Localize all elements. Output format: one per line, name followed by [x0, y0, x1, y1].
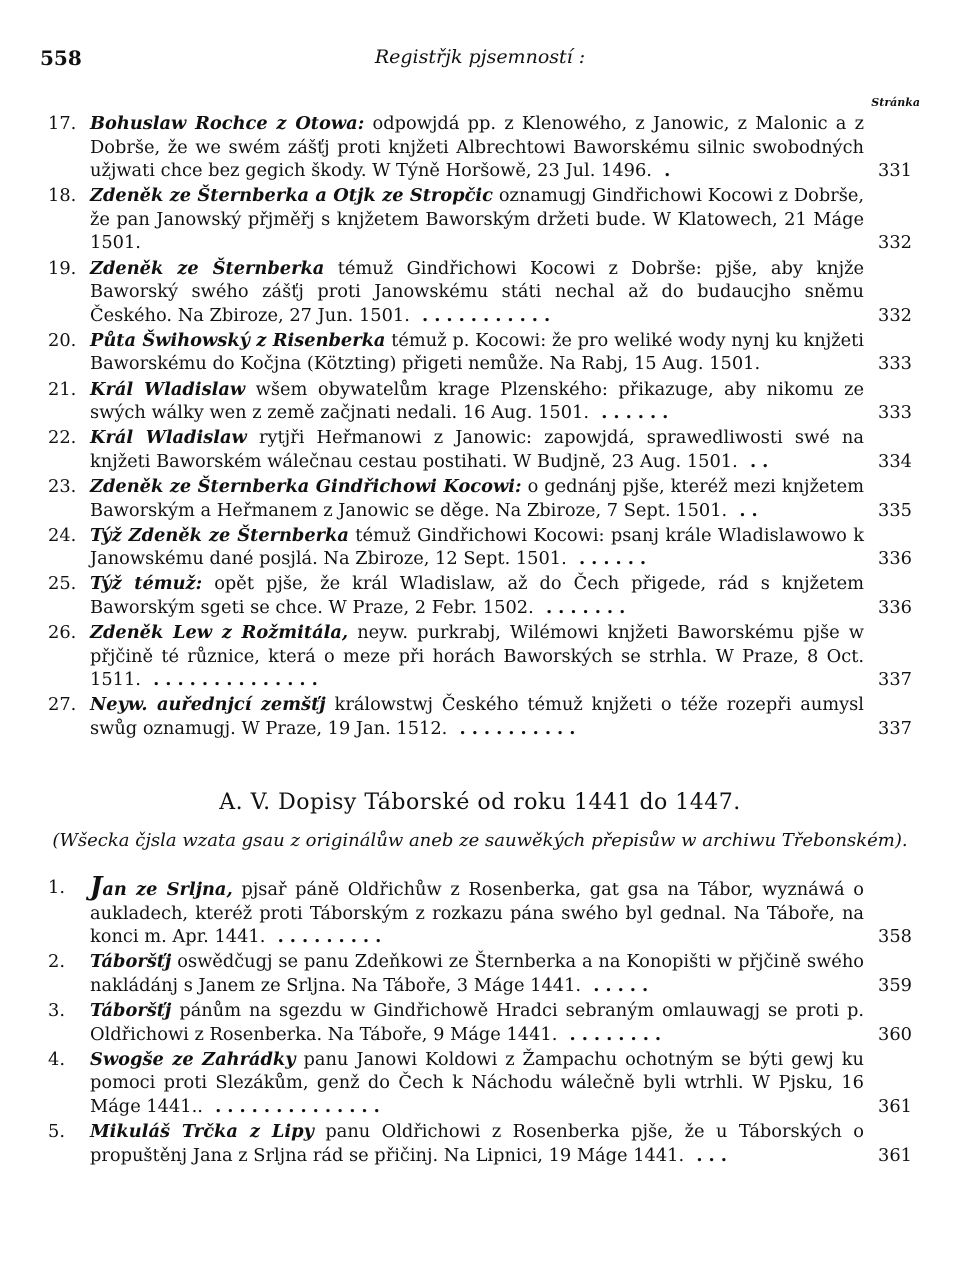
entry-page: 361 [878, 1095, 912, 1117]
list-item [40, 999, 920, 1046]
entry-author: Král Wladislaw [90, 378, 246, 400]
entry-text [90, 184, 920, 255]
entry-text [90, 999, 920, 1046]
entry-content: wšem obywatelům krage Plzenského: přikazuge, aby nikomu ze swých wálky wen z země začjnati nedali. 16 Aug. 1501. [90, 378, 864, 424]
section-note: (Wšecka čjsla wzata gsau z originálůw aneb ze sauwěkých přepisůw w archiwu Třebonském). [52, 830, 908, 851]
entry-page: 358 [878, 926, 912, 948]
entry-page: 361 [878, 1144, 912, 1166]
page-number: 558 [40, 46, 82, 70]
entry-content: panu Janowi Koldowi z Žampachu ochotným se býti gewj ku pomoci proti Slezákům, genž do Čech k Náchodu wálečně byli wtrhli. W Pjsku, 16 Máge 1441.. [90, 1048, 864, 1117]
entry-text [90, 693, 920, 740]
entry-page: 337 [878, 717, 912, 739]
list-item [40, 112, 920, 183]
entry-text [90, 872, 920, 949]
leader-dots: .......... [447, 717, 582, 739]
list-item [40, 872, 920, 949]
entry-text [90, 378, 920, 425]
entry-author: Táboršťj [90, 951, 172, 973]
page-header [40, 40, 920, 80]
list-item [40, 184, 920, 255]
entry-page: 335 [878, 499, 912, 521]
entry-content: témuž Gindřichowi Kocowi z Dobrše: pjše, aby knjže Baworský swého zášťj proti Janowskému státi nechal až do budaucjho sněmu Českého. Na Zbiroze, 27 Jun. 1501. [90, 257, 865, 326]
entry-text [90, 426, 920, 473]
entry-author: an ze Srljna, [102, 879, 233, 900]
entry-author: Půta Šwihowský z Risenberka [90, 329, 386, 351]
leader-dots: ..... [581, 974, 655, 996]
entry-page: 334 [878, 450, 912, 472]
entry-number: 27. [48, 694, 77, 716]
list-item [40, 1120, 920, 1167]
entry-number: 25. [48, 573, 77, 595]
entry-author: Zdeněk ze Šternberka a Otjk ze Stropčic [90, 185, 494, 207]
entry-text [90, 112, 920, 183]
leader-dots: ........ [557, 1023, 668, 1045]
entry-content: o gednánj pjše, kteréž mezi knjžetem Baworským a Heřmanem z Janowic se děge. Na Zbiroze, 7 Sept. 1501. [90, 475, 864, 521]
entry-content: oznamugj Gindřichowi Kocowi z Dobrše, že pan Janowský přjměřj s knjžetem Baworským držeti bude. W Klatowech, 21 Máge 1501. [90, 185, 864, 254]
entry-number: 4. [48, 1048, 65, 1070]
entry-author: Týž Zdeněk ze Šternberka [90, 524, 349, 546]
entry-list-a [40, 112, 920, 742]
entry-content: pánům na sgezdu w Gindřichowě Hradci sebraným omlauwagj se proti p. Oldřichowi z Rosenberka. Na Táboře, 9 Máge 1441. [90, 999, 864, 1045]
entry-text [90, 572, 920, 619]
entry-text [90, 950, 920, 997]
leader-dots: ...... [589, 402, 675, 424]
entry-number: 3. [48, 999, 65, 1021]
entry-number: 20. [48, 329, 77, 351]
entry-number: 21. [48, 378, 77, 400]
section-title: A. V. Dopisy Táborské od roku 1441 do 1447. [219, 790, 741, 815]
entry-content: témuž Gindřichowi Kocowi: psanj krále Wladislawowo k Janowskému dané posjlá. Na Zbiroze, 12 Sept. 1501. [90, 524, 864, 570]
entry-content: oswědčugj se panu Zdeňkowi ze Šternberka a na Konopišti w přjčině swého nakládánj s Janem ze Srljna. Na Táboře, 3 Máge 1441. [90, 951, 864, 996]
entry-page: 336 [878, 596, 912, 618]
entry-number: 22. [48, 427, 77, 449]
entry-author: Swogše ze Zahrádky [90, 1048, 296, 1070]
entry-author: Zdeněk ze Šternberka [90, 257, 325, 279]
leader-dots: .. [737, 450, 775, 472]
leader-dots: ....... [533, 596, 632, 618]
entry-page: 333 [878, 402, 912, 424]
entry-content: pjsař páně Oldřichůw z Rosenberka, gat gsa na Tábor, wyznáwá o aukladech, kteréž proti Táborským z rozkazu pána swého byl gednal. Na Táboře, na konci m. Apr. 1441. [90, 879, 864, 948]
list-item [40, 572, 920, 619]
list-item [40, 524, 920, 571]
entry-content: opět pjše, že král Wladislaw, až do Čech přigede, rád s knjžetem Baworským sgeti se chce. W Praze, 2 Febr. 1502. [90, 573, 865, 618]
entry-page: 332 [878, 232, 912, 254]
entry-content: králowstwj Českého témuž knjžeti o téže rozepři aumysl swůg oznamugj. W Praze, 19 Jan. 1512. [90, 694, 864, 739]
list-item [40, 475, 920, 522]
list-item [40, 621, 920, 692]
leader-dots: ...... [566, 548, 653, 570]
entry-author: Týž témuž: [90, 573, 203, 595]
entry-page: 333 [878, 353, 912, 375]
entry-author: Táboršťj [90, 999, 172, 1021]
leader-dots: . [651, 160, 677, 182]
leader-dots: .............. [140, 669, 324, 691]
entry-content: neyw. purkrabj, Wilémowi knjžeti Baworskému pjše w přjčině té různice, která o meze při horách Baworských se strhla. W Praze, 8 Oct. 1511. [90, 621, 864, 691]
leader-dots: ......... [265, 926, 388, 948]
entry-number: 2. [48, 951, 65, 973]
entry-number: 18. [48, 185, 77, 207]
list-item [40, 378, 920, 425]
list-item [40, 950, 920, 997]
page-column-label: Stránka [871, 96, 920, 109]
entry-number: 26. [48, 621, 77, 643]
entry-text [90, 329, 920, 376]
entry-author: Zdeněk Lew z Rožmitála, [90, 621, 349, 643]
entry-author: Neyw. auřednjcí zemšťj [90, 694, 326, 716]
entry-text [90, 257, 920, 328]
entry-number: 23. [48, 475, 77, 497]
entry-content: odpowjdá pp. z Klenowého, z Janowic, z Malonic a z Dobrše, že we swém zášťj proti knjžeti Albrechtowi Baworskému silnic swobodných užjwati chce bez gegich škody. W Týně Horšowě, 23 Jul. 1496. [90, 113, 865, 182]
entry-number: 19. [48, 257, 77, 279]
entry-page: 360 [878, 1023, 912, 1045]
entry-text [90, 475, 920, 522]
entry-content: rytjři Heřmanowi z Janowic: zapowjdá, sprawedliwosti swé na knjžeti Baworském wálečnau cestau postihati. W Budjně, 23 Aug. 1501. [90, 427, 864, 472]
entry-text [90, 1120, 920, 1167]
entry-page: 336 [878, 548, 912, 570]
entry-text [90, 524, 920, 571]
entry-text [90, 1048, 920, 1119]
entry-number: 24. [48, 524, 77, 546]
drop-cap: J [90, 872, 103, 902]
list-item [40, 426, 920, 473]
entry-page: 331 [878, 160, 912, 182]
entry-author: Mikuláš Trčka z Lipy [90, 1120, 314, 1142]
entry-content: témuž p. Kocowi: že pro weliké wody nynj ku knjžeti Baworskému do Kočjna (Kötzting) přigeti nemůže. Na Rabj, 15 Aug. 1501. [90, 329, 864, 375]
entry-author: Král Wladislaw [90, 427, 247, 449]
list-item [40, 329, 920, 376]
leader-dots: ... [684, 1144, 733, 1166]
leader-dots: ........... [409, 304, 557, 326]
entry-text [90, 621, 920, 692]
entry-page: 332 [878, 304, 912, 326]
list-item [40, 257, 920, 328]
entry-number: 17. [48, 113, 77, 134]
entry-page: 337 [878, 669, 912, 691]
entry-author: Zdeněk ze Šternberka Gindřichowi Kocowi: [90, 475, 522, 497]
entry-list-b [40, 872, 920, 1169]
entry-number: 5. [48, 1120, 65, 1142]
running-title: Registřjk pjsemností : [374, 46, 586, 68]
entry-number: 1. [48, 877, 65, 898]
entry-content: panu Oldřichowi z Rosenberka pjše, že u Táborských o propuštěnj Jana z Srljna rád se přičinj. Na Lipnici, 19 Máge 1441. [90, 1120, 864, 1166]
leader-dots: .............. [202, 1095, 386, 1117]
list-item [40, 1048, 920, 1119]
entry-author: Bohuslaw Rochce z Otowa: [90, 113, 365, 134]
list-item [40, 693, 920, 740]
entry-page: 359 [878, 974, 912, 996]
leader-dots: .. [727, 499, 764, 521]
